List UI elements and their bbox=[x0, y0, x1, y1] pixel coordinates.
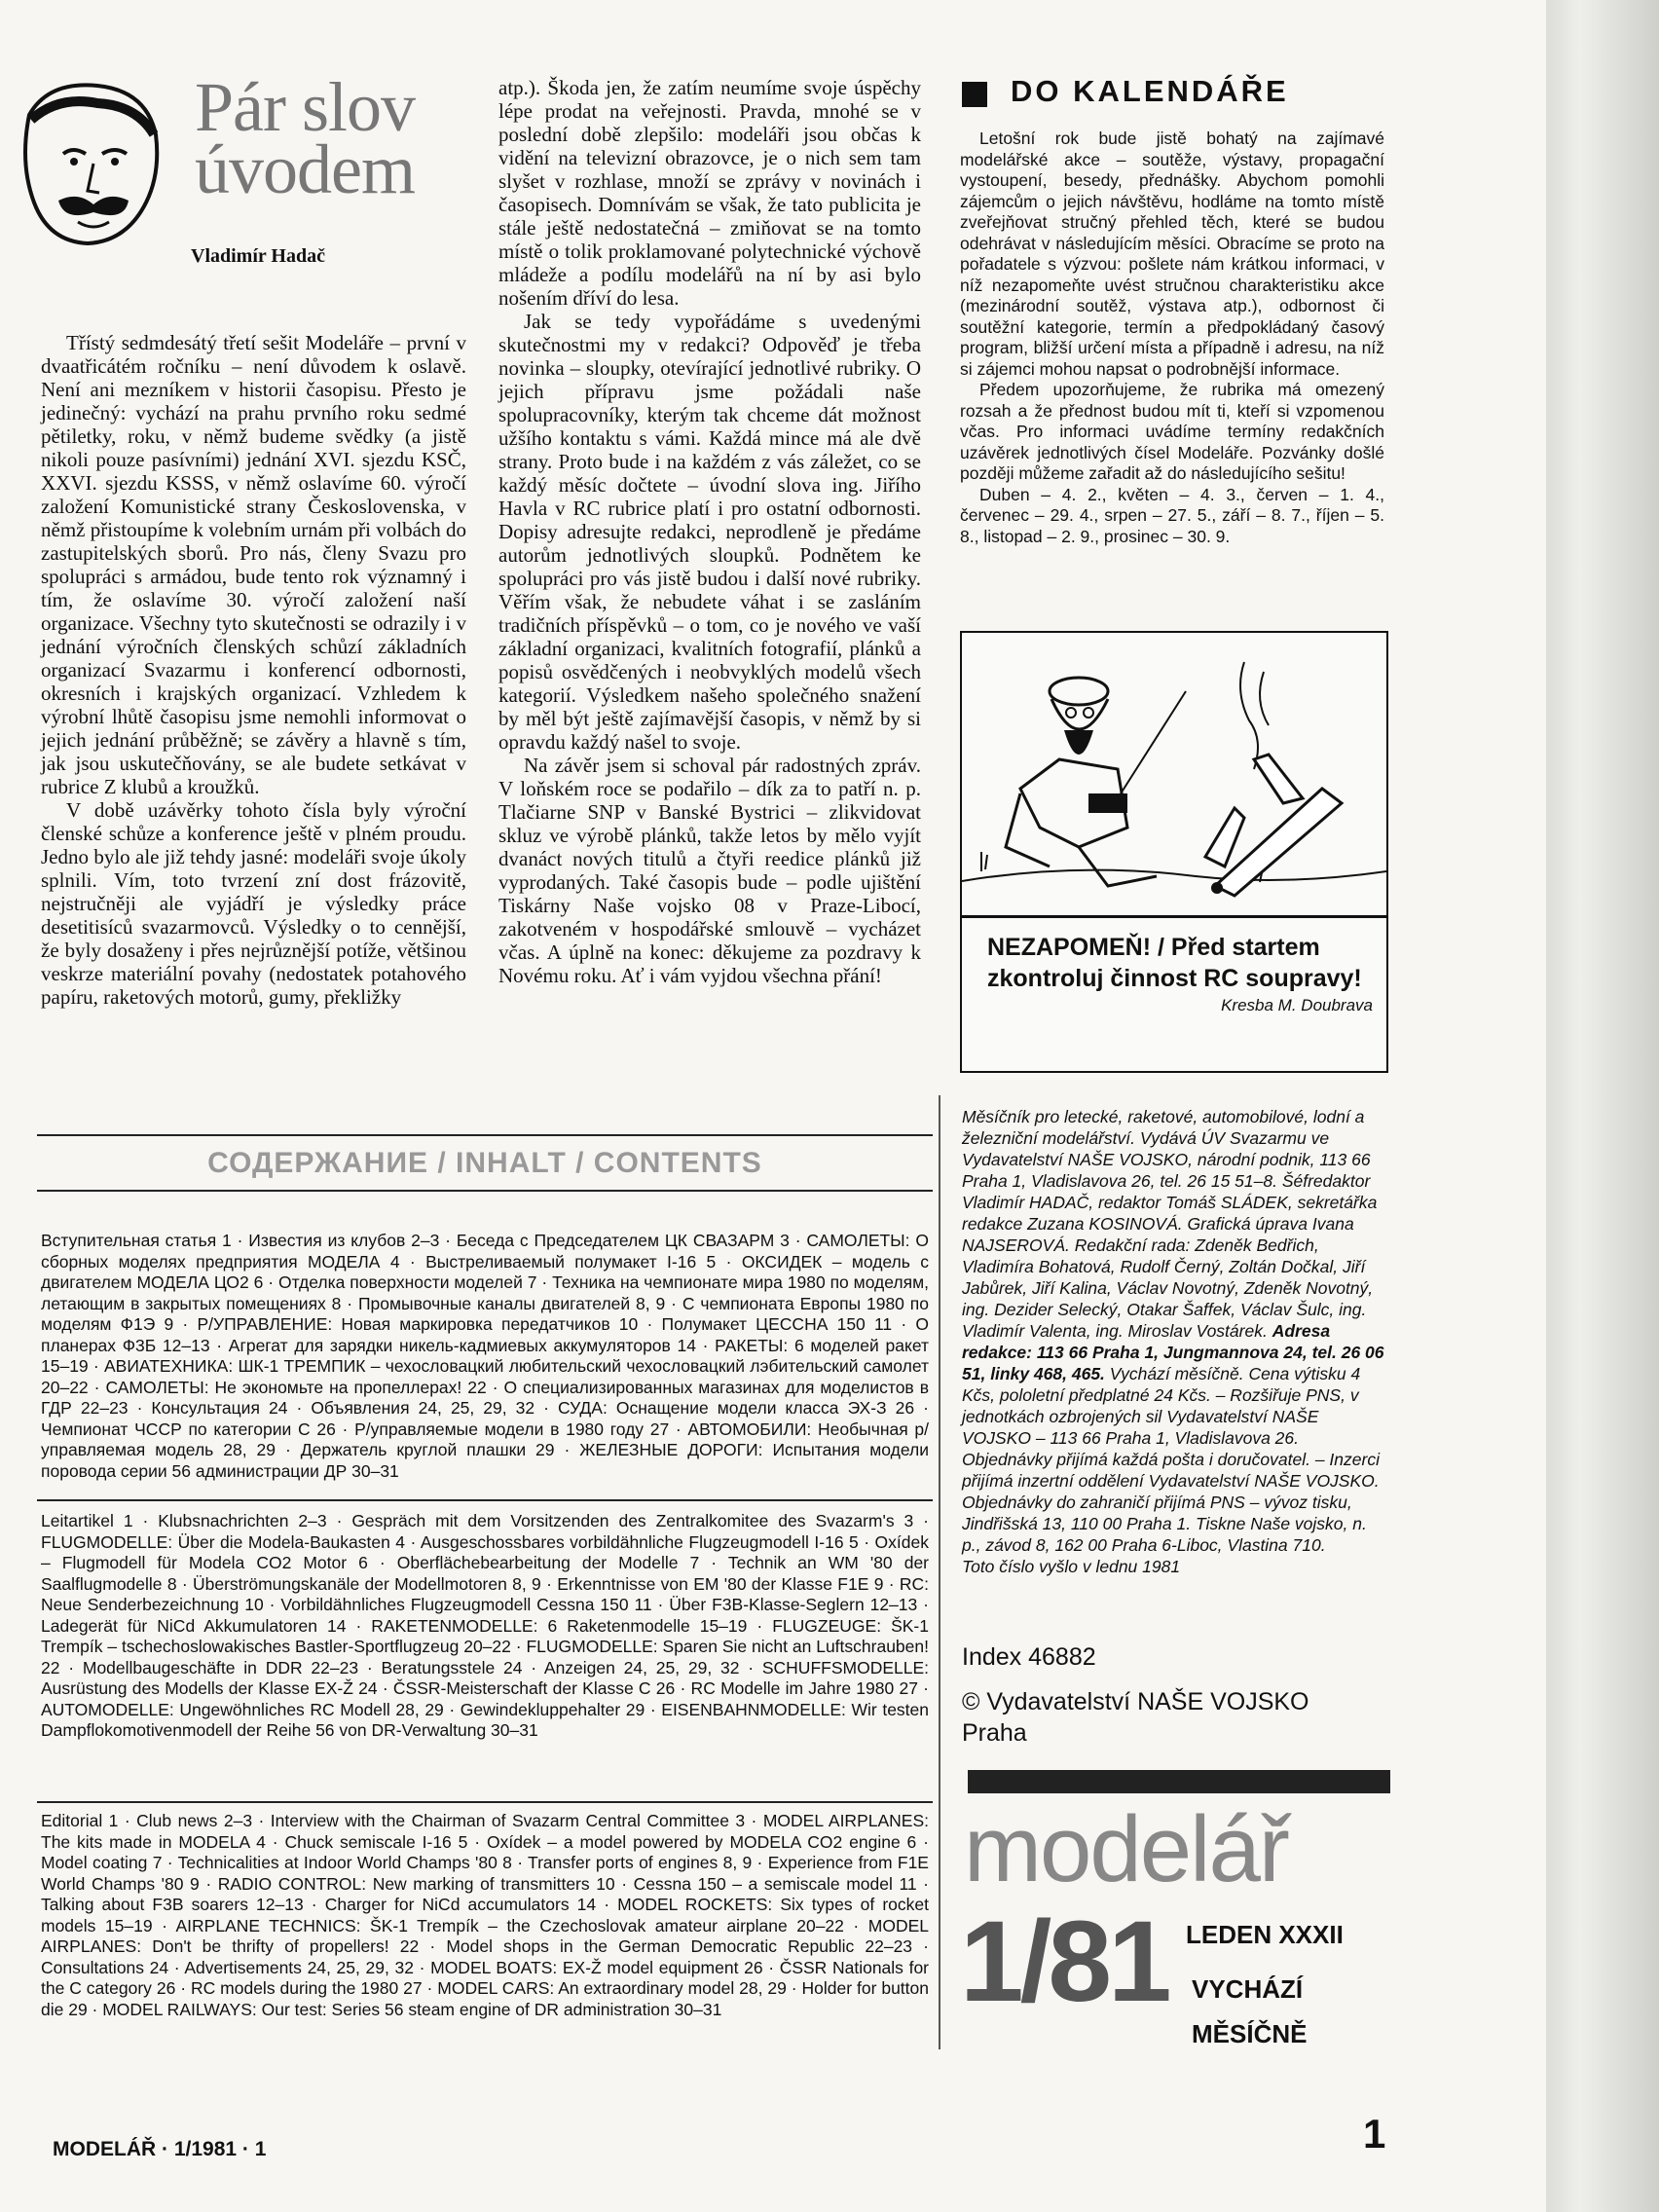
imprint bbox=[962, 1106, 1384, 1577]
article-paragraph: Jak se tedy vypořádáme s uvedenými skutečnostmi my v redakci? Odpověď je třeba novinka – sloupky, otevírající jednotlivé rubriky. O jejich přípravu jsme požádali naše spolupracovníky, kterým tak chceme dát možnost užšího kontaktu s vámi. Každá mince má ale dvě strany. Proto bude i na každém z vás záležet, co se každý měsíc dočtete – úvodní slova ing. Jiřího Havla v RC rubrice platí i pro ostatní odbornosti. Dopisy adresujte redakci, neprodleně je předáme autorům jednotlivých sloupků. Podnětem ke spolupráci pro vás jistě budou i další nové rubriky. Věřím však, že nebudete váhat i se zasláním tradičních příspěvků – o tom, co je nového ve vaší základní organizaci, kvalitních fotografií, plánků a popisů osvědčených i neobvyklých modelů všech kategorií. Výsledkem našeho společného snažení by měl být ještě zajímavější časopis, v němž by si opravdu každý našel to svoje. bbox=[498, 310, 921, 754]
issue-frequency-1: VYCHÁZÍ bbox=[1192, 1974, 1304, 2004]
footer-folio: MODELÁŘ · 1/1981 · 1 bbox=[53, 2138, 267, 2160]
masthead-bar bbox=[968, 1770, 1390, 1793]
cartoon-credit: Kresba M. Doubrava bbox=[1221, 996, 1373, 1014]
cartoon-caption: NEZAPOMEŇ! / Před startem zkontroluj činnost RC soupravy! bbox=[987, 934, 1362, 992]
divider bbox=[37, 1190, 933, 1192]
imprint-text-2: Vychází měsíčně. Cena výtisku 4 Kčs, pololetní předplatné 24 Kčs. – Rozšiřuje PNS, v jednotkách ozbrojených sil Vydavatelství NAŠE VOJSKO – 113 66 Praha 1, Vladislavova 26. Objednávky přijímá každá pošta i doručovatel. – Inzerci přijímá inzertní oddělení Vydavatelství NAŠE VOJSKO. Objednávky do zahraničí přijímá PNS – vývoz tisku, Jindřišská 13, 110 00 Praha 1. Tiskne Naše vojsko, n. p., závod 8, 162 00 Praha 6-Liboc, Vlastina 710. bbox=[962, 1364, 1380, 1555]
article-column-2 bbox=[498, 76, 921, 987]
contents-german: Leitartikel 1 · Klubsnachrichten 2–3 · Gespräch mit dem Vorsitzenden des Zentralkomitee des Svazarm's 3 · FLUGMODELLE: Über die Modela-Baukasten 4 · Ausgeschossbares vorbildähnliche Flugzeugmodell I-16 5 · Oxídek – Flugmodell für Modela CO2 Motor 6 · Oberflächebearbeitung der Modelle 7 · Technik an WM '80 der Saalflugmodelle 8 · Überströmungskanäle der Modellmotoren 8, 9 · Erkenntnisse von EM '80 der Klasse F1E 9 · RC: Neue Senderbezeichnung 10 · Vorbildähnliches Flugzeugmodell Cessna 150 11 · Über F3B-Klasse-Seglern 12–13 · Ladegerät für NiCd Akkumulatoren 14 · RAKETENMODELLE: 6 Raketenmodelle 15–19 · FLUGZEUGE: ŠK-1 Trempík – tschechoslowakisches Bastler-Sportflugzeug 20–22 · FLUGMODELLE: Sparen Sie nicht an Luftschrauben! 22 · Modellbaugeschäfte in DDR 22–23 · Beratungsstele 24 · Anzeigen 24, 25, 29, 32 · SCHUFFSMODELLE: Ausrüstung des Modells der Klasse EX-Ž 24 · ČSSR-Meisterschaft der Klasse C 26 · RC Modelle im Jahre 1980 27 · AUTOMODELLE: Ungewöhnliches RC Modell 28, 29 · Gewindekluppehalter 29 · EISENBAHNMODELLE: Wir testen Dampflokomotivenmodell der Reihe 56 von DR-Verwaltung 30–31 bbox=[41, 1511, 929, 1740]
article-author: Vladimír Hadač bbox=[191, 245, 325, 267]
divider bbox=[37, 1801, 933, 1803]
calendar-text bbox=[960, 129, 1384, 547]
imprint-printed: Toto číslo vyšlo v lednu 1981 bbox=[962, 1557, 1181, 1576]
imprint-text: Měsíčník pro letecké, raketové, automobilové, lodní a železniční modelářství. Vydává ÚV Svazarmu ve Vydavatelství NAŠE VOJSKO, národní podnik, 113 66 Praha 1, Vladislavova 26, tel. 26 15 51–8. Šéfredaktor Vladimír HADAČ, redaktor Tomáš SLÁDEK, sekretářka redakce Zuzana KOSINOVÁ. Grafická úprava Ivana NAJSEROVÁ. Redakční rada: Zdeněk Bedřich, Vladimíra Bohatová, Rudolf Černý, Zoltán Dočkal, Jiří Jabůrek, Jiří Kalina, Václav Novotný, Zdeněk Novotný, ing. Dezider Selecký, Otakar Šaffek, Václav Šulc, ing. Vladimír Valenta, ing. Miroslav Vostárek. bbox=[962, 1107, 1378, 1341]
calendar-heading: DO KALENDÁŘE bbox=[1011, 74, 1289, 108]
contents-heading: СОДЕРЖАНИЕ / INHALT / CONTENTS bbox=[207, 1147, 762, 1179]
contents-russian: Вступительная статья 1 · Известия из клубов 2–3 · Беседа с Председателем ЦК СВАЗАРМ 3 · САМОЛЕТЫ: О сборных моделях предприятия МОДЕЛА 4 · Выстреливаемый полумакет I-16 5 · ОКСИДЕК – модель с двигателем МОДЕЛА ЦО2 6 · Отделка поверхности моделей 7 · Техника на чемпионате мира 1980 по моделям, летающим в закрытых помещениях 8 · Промывочные каналы двигателей 8, 9 · С чемпионата Европы 1980 по моделям Ф1Э 9 · Р/УПРАВЛЕНИЕ: Новая маркировка передатчиков 10 · Полумакет ЦЕССНА 150 11 · О планерах Ф3Б 12–13 · Агрегат для зарядки никель-кадмиевых аккумуляторов 14 · РАКЕТЫ: 6 моделей ракет 15–19 · АВИАТЕХНИКА: ШК-1 ТРЕМПИК – чехословацкий любительский чехословацкий лэбительский самолет 20–22 · САМОЛЕТЫ: Не экономьте на пропеллерах! 22 · О специализированных магазинах для моделистов в ГДР 22–23 · Консультация 24 · Объявления 24, 25, 29, 32 · СУДА: Оснащение модели класса ЭХ-З 26 · Чемпионат ЧССР по категории С 26 · Р/управляемые модели в 1980 году 27 · АВТОМОБИЛИ: Необычная р/управляемая модель 28, 29 · Держатель круглой плашки 29 · ЖЕЛЕЗНЫЕ ДОРОГИ: Испытания модели поровода серии 56 администрации ДР 30–31 bbox=[41, 1231, 929, 1481]
index-number: Index 46882 bbox=[962, 1643, 1096, 1671]
calendar-paragraph: Letošní rok bude jistě bohatý na zajímavé modelářské akce – soutěže, výstavy, propagační vystoupení, besedy, přednášky. Abychom pomohli zájemcům o jejich návštěvu, hodláme na tomto místě zveřejňovat stručný přehled těch, které se budou odehrávat v následujícím měsíci. Obracíme se proto na pořadatele s výzvou: pošlete nám krátkou informaci, v níž nezapomeňte uvést stručnou charakteristiku akce (mezinárodní soutěž, výstava atp.), odbornost či soutěžní kategorie, termín a předpokládaný časový program, bližší určení místa a případně i adresu, na níž si zájemci mohou napsat o podrobnější informace. bbox=[960, 129, 1384, 379]
vertical-divider bbox=[939, 1095, 940, 2049]
cartoon-illustration bbox=[962, 633, 1386, 918]
issue-frequency-2: MĚSÍČNĚ bbox=[1192, 2019, 1308, 2048]
calendar-square-icon bbox=[962, 82, 987, 107]
title-line-2: úvodem bbox=[195, 130, 415, 208]
page-edge bbox=[1546, 0, 1659, 2212]
calendar-deadlines: Duben – 4. 2., květen – 4. 3., červen – 1. 4., červenec – 29. 4., srpen – 27. 5., září – 8. 7., říjen – 5. 8., listopad – 2. 9., prosinec – 30. 9. bbox=[960, 484, 1384, 546]
calendar-paragraph: Předem upozorňujeme, že rubrika má omezený rozsah a že přednost budou mít ti, kteří si vzpomenou včas. Pro informaci uvádíme termíny redakčních uzávěrek jednotlivých čísel Modeláře. Pozvánky došlé později můžeme zařadit až do následujícího sešitu! bbox=[960, 380, 1384, 483]
masthead-logo: modelář bbox=[964, 1797, 1288, 1901]
contents-english: Editorial 1 · Club news 2–3 · Interview with the Chairman of Svazarm Central Committee 3 · MODEL AIRPLANES: The kits made in MODELA 4 · Chuck semiscale I-16 5 · Oxídek – a model powered by MODELA CO2 engine 6 · Model coating 7 · Technicalities at Indoor World Champs '80 8 · Transfer ports of engines 8, 9 · Experience from F1E World Champs '80 9 · RADIO CONTROL: New marking of transmitters 10 · Cessna 150 – a semiscale model 11 · Talking about F3B soarers 12–13 · Charger for NiCd accumulators 14 · MODEL ROCKETS: Six types of rocket models 15–19 · AIRPLANE TECHNICS: ŠK-1 Trempík – the Czechoslovak amateur airplane 20–22 · MODEL AIRPLANES: Don't be thrifty of propellers! 22 · Model shops in the German Democratic Republic 22–23 · Consultations 24 · Advertisements 24, 25, 29, 32 · MODEL BOATS: EX-Ž model equipment 26 · ČSSR Nationals for the C category 26 · RC models during the 1980 27 · MODEL CARS: An extraordinary model 28, 29 · Holder for button die 29 · MODEL RAILWAYS: Our test: Series 56 steam engine of DR administration 30–31 bbox=[41, 1811, 929, 2019]
divider bbox=[37, 1134, 933, 1136]
issue-month: LEDEN XXXII bbox=[1186, 1920, 1344, 1949]
divider bbox=[37, 1499, 933, 1501]
title-line-1: Pár slov bbox=[195, 68, 415, 146]
article-paragraph: Na závěr jsem si schoval pár radostných zpráv. V loňském roce se podařilo – dík za to patří n. p. Tlačiarne SNP v Banské Bystrici – zlikvidovat skluz ve výrobě plánků, takže letos by mělo vyjít dvanáct nových titulů a čtyři reedice plánků již vyprodaných. Také časopis bude – podle ujištění Tiskárny Naše vojsko 08 v Praze-Libocí, zakotveném v hospodářské smlouvě – vycházet včas. A úplně na konec: děkujeme za pozdravy k Novému roku. Ať i vám vyjdou všechna přání! bbox=[498, 754, 921, 987]
article-column-1 bbox=[41, 331, 466, 1009]
cartoon-box bbox=[960, 631, 1388, 1073]
article-paragraph: V době uzávěrky tohoto čísla byly výroční členské schůze a konference ještě v plném proudu. Jedno bylo ale již tehdy jasné: modeláři svoje úkoly splnili. Vím, toto tvrzení zní dost frázovitě, nejstručněji ale vyjádří je výsledky práce desetitisíců svazarmovců. Výsledky o to cennější, že byly dosaženy i přes nejrůznější potíže, většinou veskrze materiální povahy (nedostatek potahového papíru, raketových motorů, gumy, překližky bbox=[41, 798, 466, 1009]
article-paragraph: Třístý sedmdesátý třetí sešit Modeláře – první v dvaatřicátém ročníku – není důvodem k oslavě. Není ani mezníkem v historii časopisu. Přesto je jedinečný: vychází na prahu prvního roku sedmé pětiletky, roku, v němž budeme svědky (a jistě nikoli pouze pasívními) jednání XVI. sjezdu KSČ, XXVI. sjezdu KSSS, v němž oslavíme 60. výročí založení Komunistické strany Československa, v němž přistoupíme k volebním urnám při volbách do zastupitelských sborů. Pro nás, členy Svazu pro spolupráci s armádou, bude tento rok významný i tím, že oslavíme 30. výročí založení naší organizace. Všechny tyto skutečnosti se odrazily i v jednání výročních členských schůzí základních organizací Svazarmu i konferencí odbornosti, okresních i krajských organizací. Vzhledem k výrobní lhůtě časopisu jsme nemohli informovat o jejich jednání průběžně; se závěry a hlavně s tím, jak jsou uskutečňovány, se ale budete setkávat v rubrice Z klubů a kroužků. bbox=[41, 331, 466, 798]
article-title bbox=[195, 68, 487, 208]
author-portrait-sketch bbox=[10, 76, 166, 251]
article-paragraph: atp.). Škoda jen, že zatím neumíme svoje úspěchy lépe prodat na veřejnosti. Pravda, mnohé se v poslední době zlepšilo: modeláři jsou občas k vidění na televizní obrazovce, je o nich sem tam slyšet v rozhlase, množí se zprávy v novinách i časopisech. Domnívám se však, že tato publicita je stále ještě nedostatečná – zmiňovat se na tomto místě o tolik proklamované polytechnické výchově mládeže a podílu modelářů na ní by asi bylo nošením dříví do lesa. bbox=[498, 76, 921, 310]
copyright: © Vydavatelství NAŠE VOJSKO Praha bbox=[962, 1688, 1309, 1747]
page-number: 1 bbox=[1363, 2111, 1386, 2157]
issue-number: 1/81 bbox=[960, 1898, 1168, 2026]
imprint-address: Adresa redakce: 113 66 Praha 1, Jungmannova 24, tel. 26 06 51, linky 468, 465. bbox=[962, 1321, 1384, 1383]
